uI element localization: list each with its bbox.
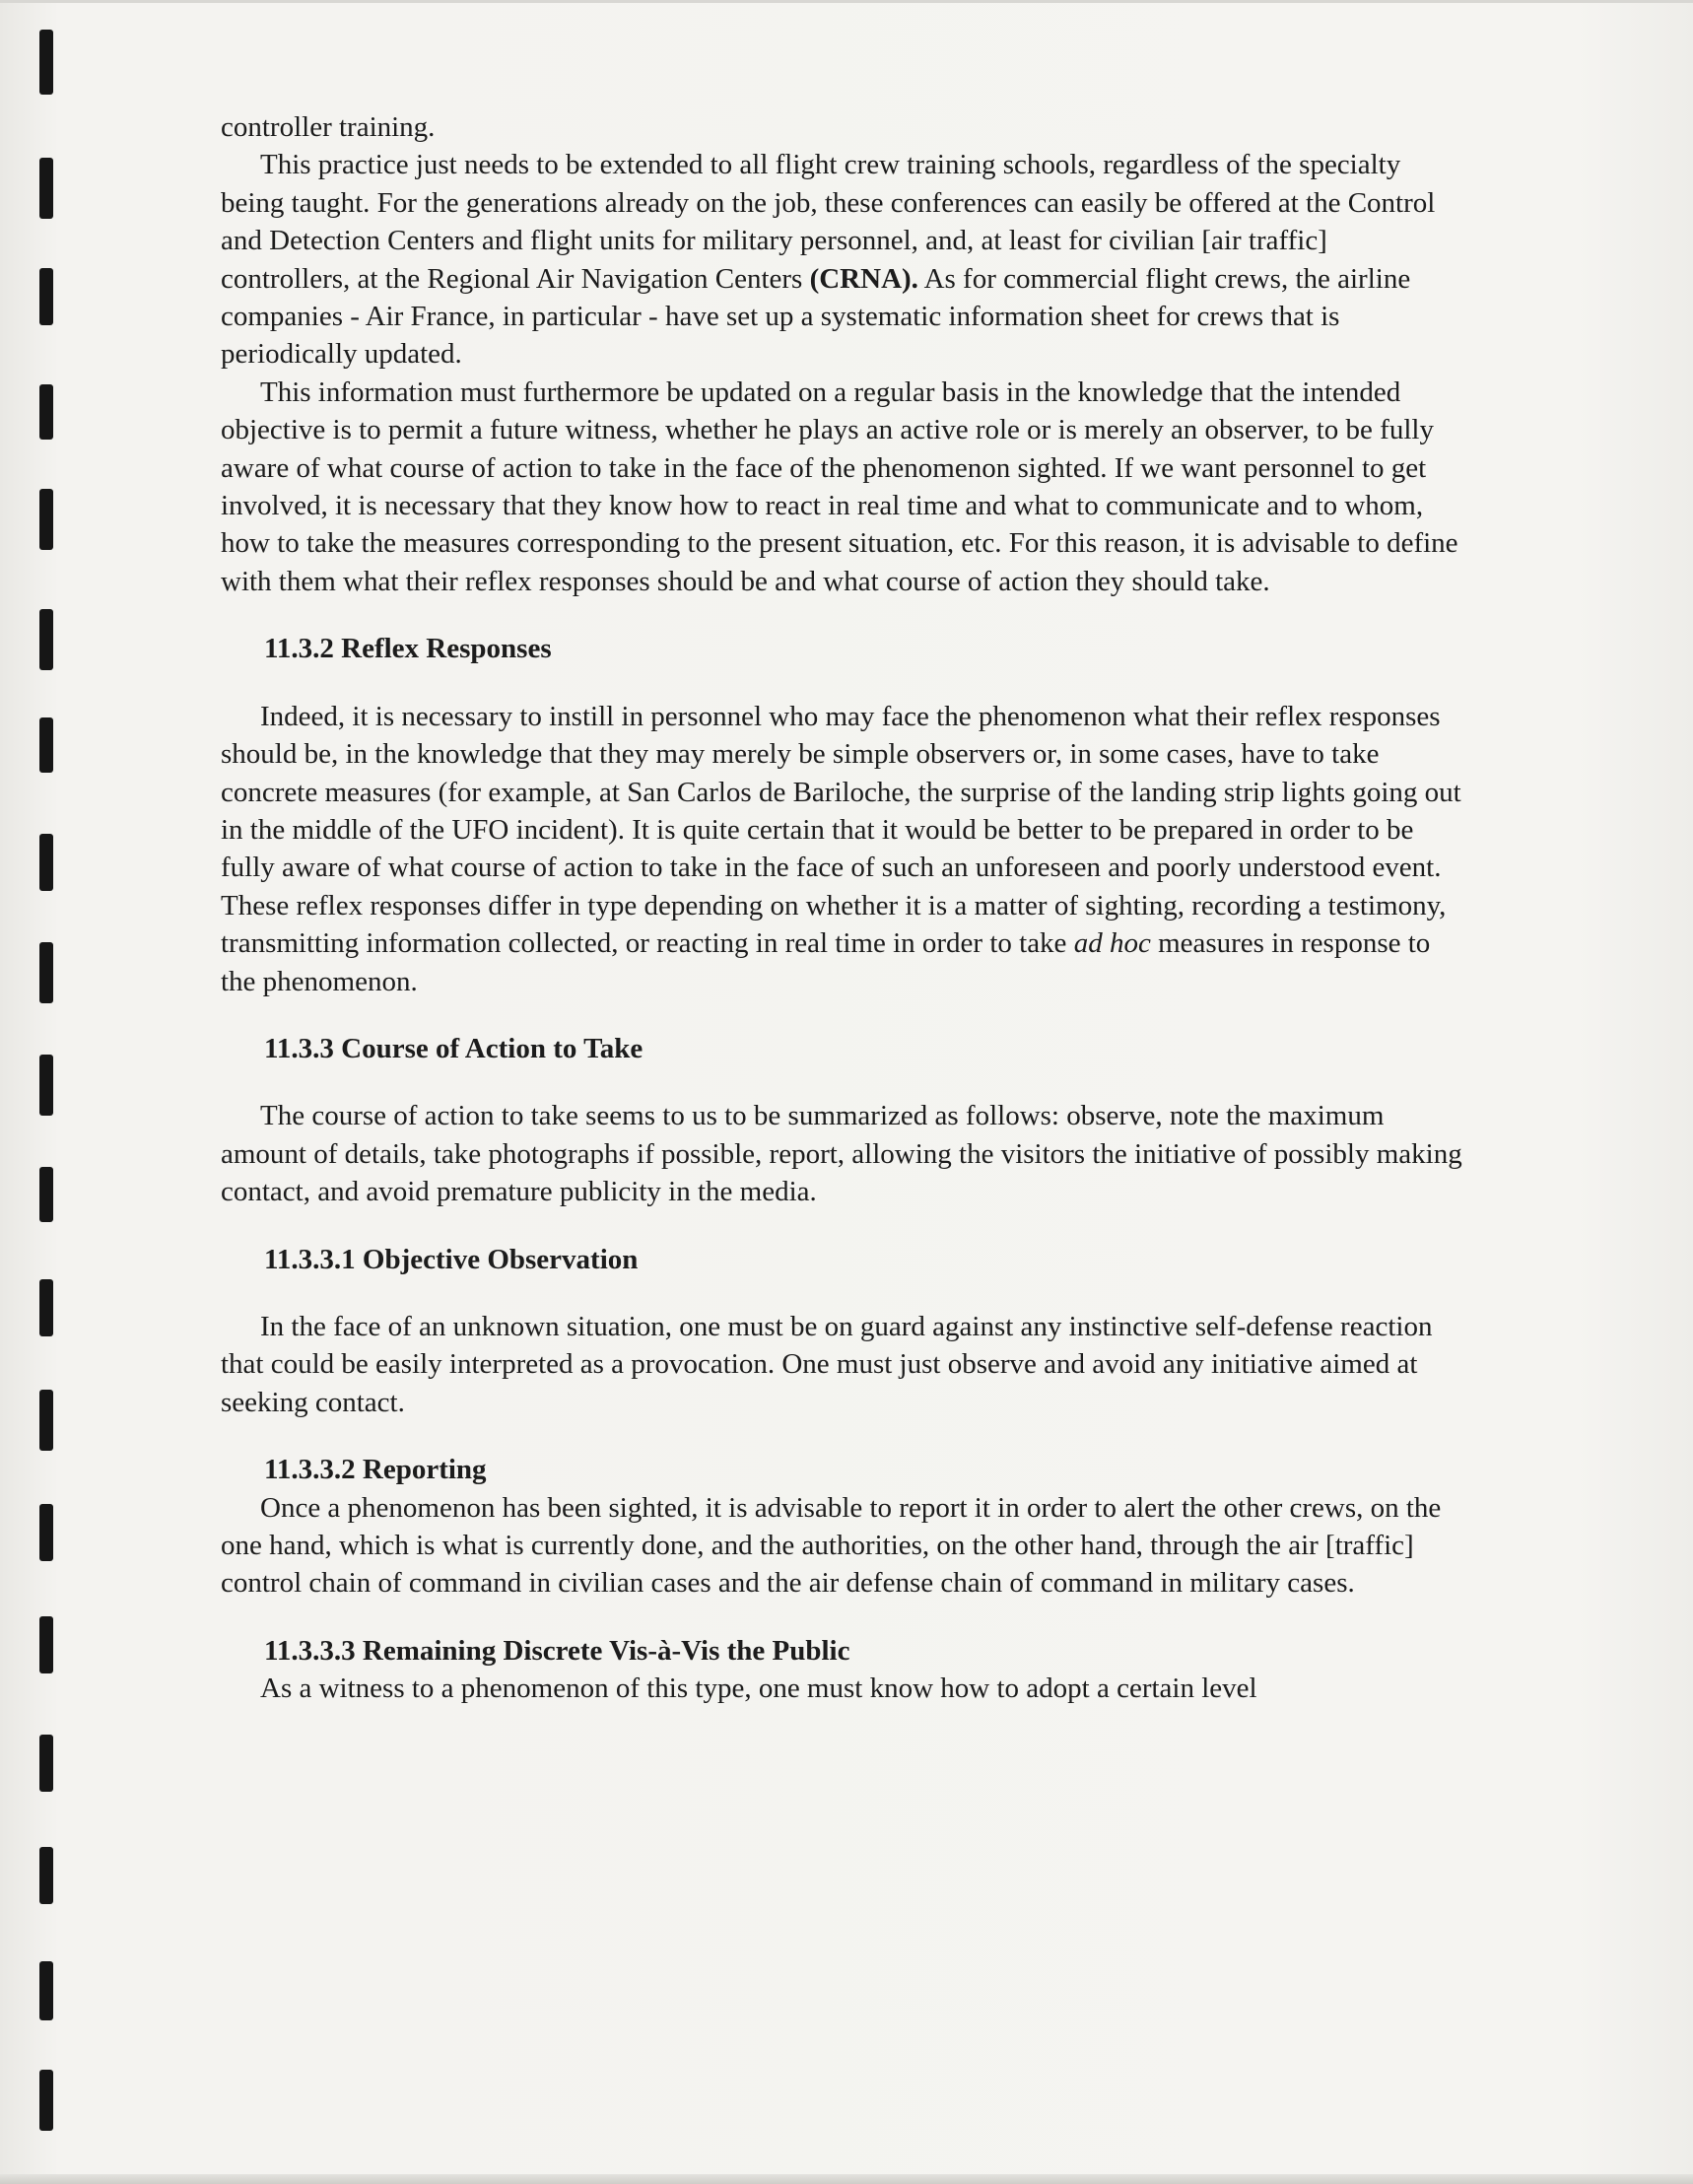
paragraph-text-tail: As for commercial flight crews, the airline companies - Air France, in particular - have set up a systematic information sheet for crews that is periodically updated.	[221, 262, 1411, 371]
paragraph-continuation: controller training.	[221, 111, 436, 143]
ad-hoc-italic: ad hoc	[1073, 927, 1151, 960]
heading-objective-observation: 11.3.3.1 Objective Observation	[264, 1243, 639, 1275]
paragraph-course-of-action: The course of action to take seems to us to be summarized as follows: observe, note the maximum amount of details, take photographs if possible, report, allowing the visitors the initiative of possibly making contact, and avoid premature publicity in the media.	[221, 1100, 1462, 1208]
paragraph-remaining-discrete: As a witness to a phenomenon of this type, one must know how to adopt a certain level	[260, 1672, 1257, 1705]
heading-reporting: 11.3.3.2 Reporting	[264, 1454, 487, 1486]
paragraph-training-extension	[221, 146, 1462, 373]
page-top-edge	[0, 0, 1693, 3]
heading-reflex-responses: 11.3.2 Reflex Responses	[264, 633, 552, 665]
paragraph-text: This practice just needs to be extended to all flight crew training schools, regardless of the specialty being taught. For the generations already on the job, these conferences can easily be offered at the Control and Detection Centers and flight units for military personnel, and, at least for civilian [air traffic] controllers, at the Regional Air Navigation Centers	[221, 149, 1436, 295]
crna-abbreviation: (CRNA).	[809, 262, 918, 295]
paragraph-reflex-responses: Indeed, it is necessary to instill in personnel who may face the phenomenon what their reflex responses should be, in the knowledge that they may merely be simple observers or, in some cases, have to take concrete measures (for example, at San Carlos de Bariloche, the surprise of the landing strip lights going out in the middle of the UFO incident). It is quite certain that it would be better to be prepared in order to be fully aware of what course of action to take in the face of such an unforeseen and poorly understood event. These reflex responses differ in type depending on whether it is a matter of sighting, recording a testimony, transmitting information collected, or reacting in real time in order to take ad hoc measures in response to the phenomenon.	[221, 700, 1461, 997]
paragraph-information-update: This information must furthermore be updated on a regular basis in the knowledge that the intended objective is to permit a future witness, whether he plays an active role or is merely an observer, to be fully aware of what course of action to take in the face of the phenomenon sighted. If we want personnel to get involved, it is necessary that they know how to react in real time and what to communicate and to whom, how to take the measures corresponding to the present situation, etc. For this reason, it is advisable to define with them what their reflex responses should be and what course of action they should take.	[221, 375, 1458, 597]
paragraph-objective-observation: In the face of an unknown situation, one must be on guard against any instinctive self-defense reaction that could be easily interpreted as a provocation. One must just observe and avoid any initiative aimed at seeking contact.	[221, 1310, 1433, 1418]
heading-remaining-discrete: 11.3.3.3 Remaining Discrete Vis-à-Vis the Public	[264, 1634, 850, 1667]
page-bottom-edge	[0, 2174, 1693, 2184]
binding-holes	[0, 0, 79, 2184]
document-body	[221, 108, 1462, 1708]
heading-course-of-action: 11.3.3 Course of Action to Take	[264, 1032, 643, 1064]
paragraph-reporting: Once a phenomenon has been sighted, it is advisable to report it in order to alert the other crews, on the one hand, which is what is currently done, and the authorities, on the other hand, through the air [traffic] control chain of command in civilian cases and the air defense chain of command in military cases.	[221, 1491, 1442, 1600]
